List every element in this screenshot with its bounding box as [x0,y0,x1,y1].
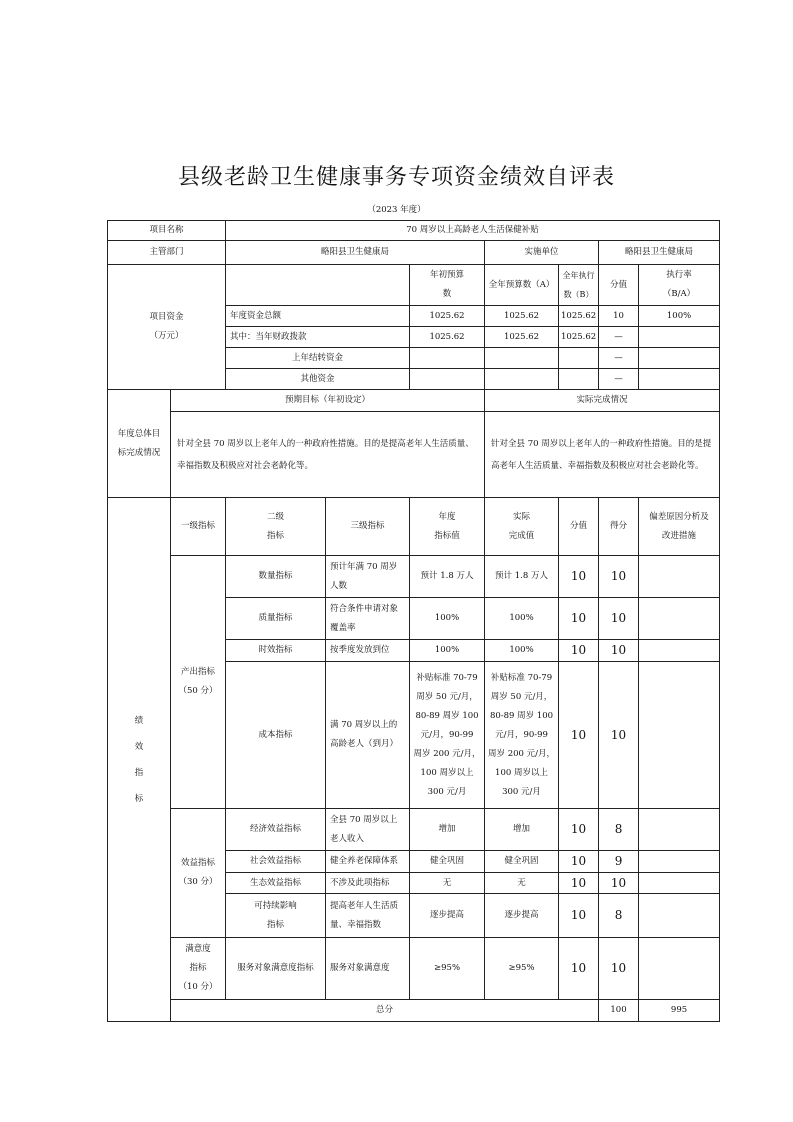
section-char: 标 [134,793,144,804]
funds-row-full: 1025.62 [485,306,559,327]
goals-label-line2: 标完成情况 [117,447,161,458]
level3-line: 老人收入 [330,833,365,844]
target-cell [410,662,485,809]
funds-row-name: 其中：当年财政拨款 [226,327,410,348]
header-reason-line1: 偏差原因分析及 [649,511,709,522]
funds-row-name: 年度资金总额 [226,306,410,327]
score-cell: 9 [599,851,639,873]
header-target-line2: 指标值 [434,530,460,541]
target-cell: 增加 [410,809,485,851]
actual-cell: 预计 1.8 万人 [485,556,559,598]
performance-indicators-label [108,498,171,1022]
level3-cell [326,556,410,598]
actual-cell: 增加 [485,809,559,851]
value-cell: 10 [559,873,599,894]
effect-label-line1: 效益指标 [181,858,216,868]
level3-line: 高龄老人（到月） [330,739,399,749]
section-char: 效 [134,741,144,752]
score-cell: 10 [599,662,639,809]
output-label-line2: （50 分） [178,686,218,696]
total-value: 100 [599,1000,639,1022]
actual-line: 80-89 周岁 100 [489,710,554,721]
score-cell: 10 [599,598,639,640]
actual-line: 100 周岁以上 [495,767,548,778]
value-cell: 10 [559,640,599,662]
target-cell: ≥95% [410,938,485,1000]
level3-line: 预计年满 70 周岁 [330,561,398,572]
level3-line: 提高老年人生活质 [330,900,399,911]
satisfaction-label-line2: 指标 [189,963,207,973]
value-cell: 10 [559,598,599,640]
value-cell: 10 [559,809,599,851]
funds-row-rate [639,369,720,390]
target-line: 周岁 200 元/月， [413,748,481,759]
reason-cell [639,894,720,938]
reason-cell [639,662,720,809]
level3-cell [326,662,410,809]
actual-goal-text: 针对全县 70 周岁以上老年人的一种政府性措施。目的是提高老年人生活质量、幸福指数及积极应对社会老龄化等。 [485,412,720,498]
funds-row-exec [559,369,599,390]
level2-cell: 社会效益指标 [226,851,326,873]
funds-header-initial-line2: 数 [442,289,452,299]
actual-goal-label: 实际完成情况 [485,390,720,412]
reason-cell [639,809,720,851]
level2-cell: 数量指标 [226,556,326,598]
header-target-line1: 年度 [438,511,456,522]
funds-label-line1: 项目资金 [149,312,184,322]
value-cell: 10 [559,662,599,809]
dept-value: 略阳县卫生健康局 [226,241,485,265]
funds-header-value: 分值 [599,265,639,306]
satisfaction-label-line1: 满意度 [185,944,211,954]
funds-label [108,265,226,390]
value-cell: 10 [559,938,599,1000]
actual-line: 补贴标准 70-79 [490,672,553,683]
funds-header-initial [410,265,485,306]
planned-goal-text: 针对全县 70 周岁以上老年人的一种政府性措施。目的是提高老年人生活质量、幸福指数及积极应对社会老龄化等。 [171,412,485,498]
score-cell: 10 [599,938,639,1000]
actual-line: 周岁 50 元/月， [490,691,553,702]
level3-cell: 健全养老保障体系 [326,851,410,873]
funds-row-initial [410,369,485,390]
header-actual-line1: 实际 [513,511,531,522]
target-cell: 无 [410,873,485,894]
level3-cell [326,598,410,640]
actual-cell: 健全巩固 [485,851,559,873]
funds-row-name: 其他资金 [226,369,410,390]
impl-label: 实施单位 [485,241,599,265]
score-cell: 10 [599,873,639,894]
funds-row-exec [559,348,599,369]
target-line: 周岁 50 元/月， [416,691,478,702]
level3-cell [326,894,410,938]
actual-cell: ≥95% [485,938,559,1000]
header-actual-line2: 完成值 [508,530,535,541]
level2-cell: 服务对象满意度指标 [226,938,326,1000]
actual-line: 300 元/月 [502,786,541,797]
value-cell: 10 [559,894,599,938]
level2-line: 指标 [267,919,285,930]
reason-cell [639,556,720,598]
section-char: 绩 [134,715,144,726]
funds-row-full [485,369,559,390]
target-line: 补贴标准 70-79 [416,672,478,683]
target-cell: 逐步提高 [410,894,485,938]
funds-row-exec: 1025.62 [559,306,599,327]
funds-row-rate [639,327,720,348]
funds-row-rate: 100% [639,306,720,327]
reason-cell [639,598,720,640]
target-cell: 预计 1.8 万人 [410,556,485,598]
section-char: 指 [134,767,144,778]
effect-label-line2: （30 分） [178,877,218,887]
total-score: 995 [639,1000,720,1022]
header-actual [485,498,559,556]
funds-row-value: — [599,348,639,369]
actual-cell: 逐步提高 [485,894,559,938]
funds-header-full: 全年预算数（A） [485,265,559,306]
target-cell: 健全巩固 [410,851,485,873]
score-cell: 8 [599,894,639,938]
header-target [410,498,485,556]
actual-cell: 100% [485,640,559,662]
level2-cell: 质量指标 [226,598,326,640]
goals-label [108,390,171,498]
funds-row-full: 1025.62 [485,327,559,348]
funds-header-rate-line1: 执行率 [666,270,692,280]
project-name-label: 项目名称 [108,221,226,241]
funds-row-initial: 1025.62 [410,306,485,327]
actual-line: 周岁 200 元/月， [488,748,556,759]
funds-row-name: 上年结转资金 [226,348,410,369]
reason-cell [639,640,720,662]
score-cell: 8 [599,809,639,851]
effect-indicator-label [171,809,226,938]
header-score: 得分 [599,498,639,556]
target-cell: 100% [410,640,485,662]
level3-line: 人数 [330,580,348,591]
level3-cell: 不涉及此项指标 [326,873,410,894]
reason-cell [639,873,720,894]
level3-cell: 服务对象满意度 [326,938,410,1000]
funds-header-initial-line1: 年初预算 [430,270,465,280]
actual-cell: 100% [485,598,559,640]
document-title: 县级老龄卫生健康事务专项资金绩效自评表 [177,165,615,190]
target-line: 80-89 周岁 100 [415,710,479,721]
total-label: 总分 [171,1000,599,1022]
header-reason-line2: 改进措施 [662,530,697,541]
output-indicator-label [171,556,226,809]
header-level1: 一级指标 [171,498,226,556]
planned-goal-label: 预期目标（年初设定） [171,390,485,412]
year-label: （2023 年度） [367,205,426,215]
funds-header-blank [226,265,410,306]
impl-value: 略阳县卫生健康局 [599,241,720,265]
funds-row-exec: 1025.62 [559,327,599,348]
dept-label: 主管部门 [108,241,226,265]
header-reason [639,498,720,556]
goals-label-line1: 年度总体目 [117,428,161,439]
funds-row-rate [639,348,720,369]
reason-cell [639,851,720,873]
funds-row-value: — [599,327,639,348]
target-line: 300 元/月 [427,786,467,797]
funds-row-initial [410,348,485,369]
funds-row-value: 10 [599,306,639,327]
level2-cell: 经济效益指标 [226,809,326,851]
satisfaction-indicator-label [171,938,226,1000]
level3-line: 满 70 周岁以上的 [330,720,398,730]
actual-cell: 无 [485,873,559,894]
project-name-value: 70 周岁以上高龄老人生活保健补贴 [226,221,720,241]
level3-line: 覆盖率 [330,622,356,633]
header-level2-line1: 二级 [267,511,285,522]
funds-row-value: — [599,369,639,390]
funds-label-line2: （万元） [149,331,184,341]
funds-row-full [485,348,559,369]
actual-cell [485,662,559,809]
level3-line: 量、幸福指数 [330,919,382,930]
level3-line: 全县 70 周岁以上 [330,814,398,825]
level2-cell [226,894,326,938]
funds-header-exec: 全年执行数（B） [559,265,599,306]
satisfaction-label-line3: （10 分） [178,982,218,992]
target-cell: 100% [410,598,485,640]
funds-header-rate-line2: （B/A） [662,289,696,299]
funds-header-rate [639,265,720,306]
reason-cell [639,938,720,1000]
score-cell: 10 [599,640,639,662]
level3-cell: 按季度发放到位 [326,640,410,662]
target-line: 100 周岁以上 [420,767,474,778]
header-level3: 三级指标 [326,498,410,556]
level2-cell: 时效指标 [226,640,326,662]
actual-line: 元/月，90-99 [495,729,548,740]
score-cell: 10 [599,556,639,598]
evaluation-table [107,220,720,1022]
funds-row-initial: 1025.62 [410,327,485,348]
level3-line: 符合条件申请对象 [330,603,399,614]
level2-cell: 生态效益指标 [226,873,326,894]
level2-line: 可持续影响 [254,900,297,911]
level3-cell [326,809,410,851]
header-level2-line2: 指标 [267,530,285,541]
value-cell: 10 [559,851,599,873]
value-cell: 10 [559,556,599,598]
header-level2 [226,498,326,556]
header-value: 分值 [559,498,599,556]
level2-cell: 成本指标 [226,662,326,809]
target-line: 元/月，90-99 [420,729,474,740]
output-label-line1: 产出指标 [181,667,216,677]
